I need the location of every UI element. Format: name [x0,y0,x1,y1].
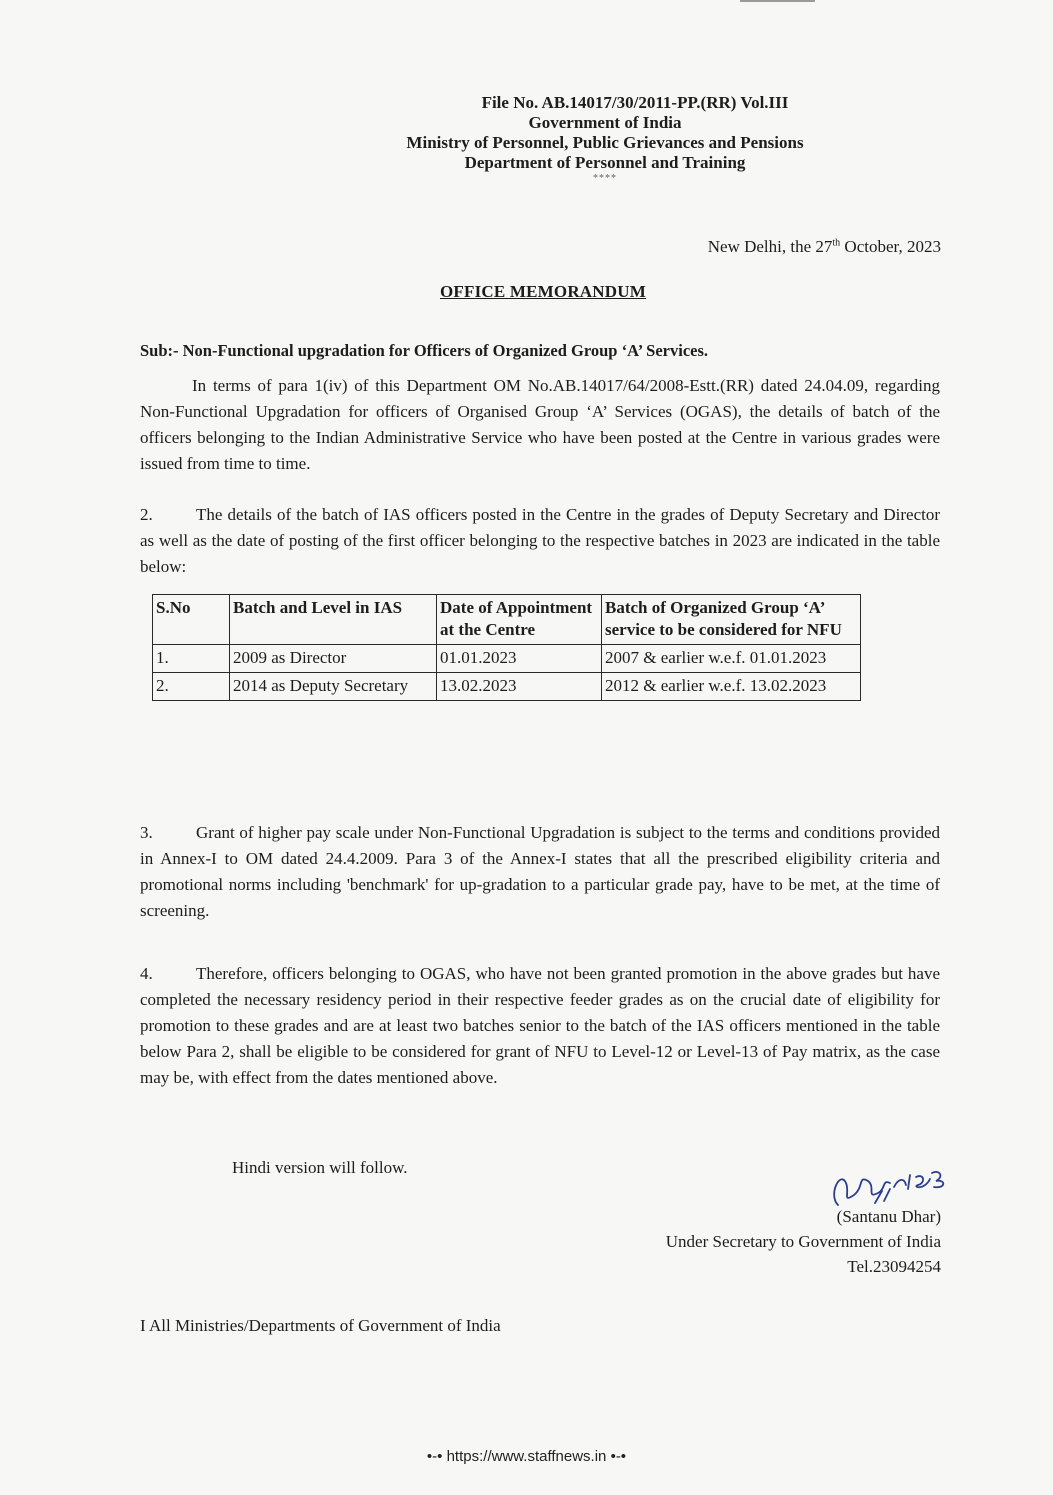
date-suffix: October, 2023 [840,237,941,256]
cell-sno: 2. [153,673,230,701]
memorandum-title: OFFICE MEMORANDUM [440,282,646,301]
date-superscript: th [832,237,841,249]
column-header-batch-level: Batch and Level in IAS [230,595,437,645]
paragraph-1: In terms of para 1(iv) of this Department OM No.AB.14017/64/2008-Estt.(RR) dated 24.04.09, regarding Non-Functional Upgradation for officers of Organised Group ‘A’ Services (OGAS), the details of batch of the officers belonging to the Indian Administrative Service who have been posted at the Centre in various grades were issued from time to time. [140,376,940,473]
paragraph-number: 3. [140,823,153,842]
signatory-name: (Santanu Dhar) [836,1207,941,1226]
paragraph-text: Grant of higher pay scale under Non-Functional Upgradation is subject to the terms and conditions provided in Annex-I to OM dated 24.4.2009. Para 3 of the Annex-I states that all the prescribed eligibility criteria and promotional norms including 'benchmark' for up-gradation to a particular grade pay, have to be met, at the time of screening. [140,823,940,920]
cell-batch-level: 2009 as Director [230,645,437,673]
cell-appointment-date: 01.01.2023 [437,645,602,673]
subject-line: Sub:- Non-Functional upgradation for Officers of Organized Group ‘A’ Services. [140,341,709,360]
column-header-sno: S.No [153,595,230,645]
department-name: Department of Personnel and Training [464,153,746,172]
signatory-title: Under Secretary to Government of India [665,1232,941,1251]
government-name: Government of India [528,113,682,132]
ministry-name: Ministry of Personnel, Public Grievances and Pensions [406,133,804,152]
recipient-line: I All Ministries/Departments of Government of India [140,1316,501,1335]
signatory-block [666,1204,941,1279]
nfu-batch-table [152,594,861,701]
cell-batch-level: 2014 as Deputy Secretary [230,673,437,701]
paragraph-text: The details of the batch of IAS officers posted in the Centre in the grades of Deputy Secretary and Director as well as the date of posting of the first officer belonging to the respective batches in 2023 are indicated in the table below: [140,505,940,576]
table-row [153,645,861,673]
footer-right-mark: •-• [610,1448,627,1465]
staffnews-link[interactable]: https://www.staffnews.in [446,1448,607,1465]
table-header-row [153,595,861,645]
date-prefix: New Delhi, the 27 [707,237,833,256]
paragraph-number: 4. [140,964,153,983]
signatory-telephone: Tel.23094254 [847,1257,941,1276]
document-header [0,93,1053,185]
paragraph-number: 2. [140,505,153,524]
paragraph-text: Therefore, officers belonging to OGAS, who have not been granted promotion in the above grades but have completed the necessary residency period in their respective feeder grades as on the crucial date of eligibility for promotion to these grades and are at least two batches senior to the batch of the IAS officers mentioned in the table below Para 2, shall be eligible to be considered for grant of NFU to Level-12 or Level-13 of Pay matrix, as the case may be, with effect from the dates mentioned above. [140,964,940,1087]
cell-ogas-batch: 2007 & earlier w.e.f. 01.01.2023 [602,645,861,673]
column-header-ogas-batch: Batch of Organized Group ‘A’ service to be considered for NFU [602,595,861,645]
watermark-footer [0,1448,1053,1465]
cell-ogas-batch: 2012 & earlier w.e.f. 13.02.2023 [602,673,861,701]
header-separator: **** [593,173,617,184]
paragraph-4 [140,961,940,1091]
footer-left-mark: •-• [426,1448,443,1465]
file-number: File No. AB.14017/30/2011-PP.(RR) Vol.III [481,93,789,112]
top-edge-line [740,0,815,2]
date-line [708,237,941,257]
column-header-appointment-date: Date of Appointment at the Centre [437,595,602,645]
cell-appointment-date: 13.02.2023 [437,673,602,701]
table-row [153,673,861,701]
cell-sno: 1. [153,645,230,673]
paragraph-3 [140,820,940,924]
hindi-version-note: Hindi version will follow. [232,1158,408,1177]
paragraph-2 [140,502,940,580]
